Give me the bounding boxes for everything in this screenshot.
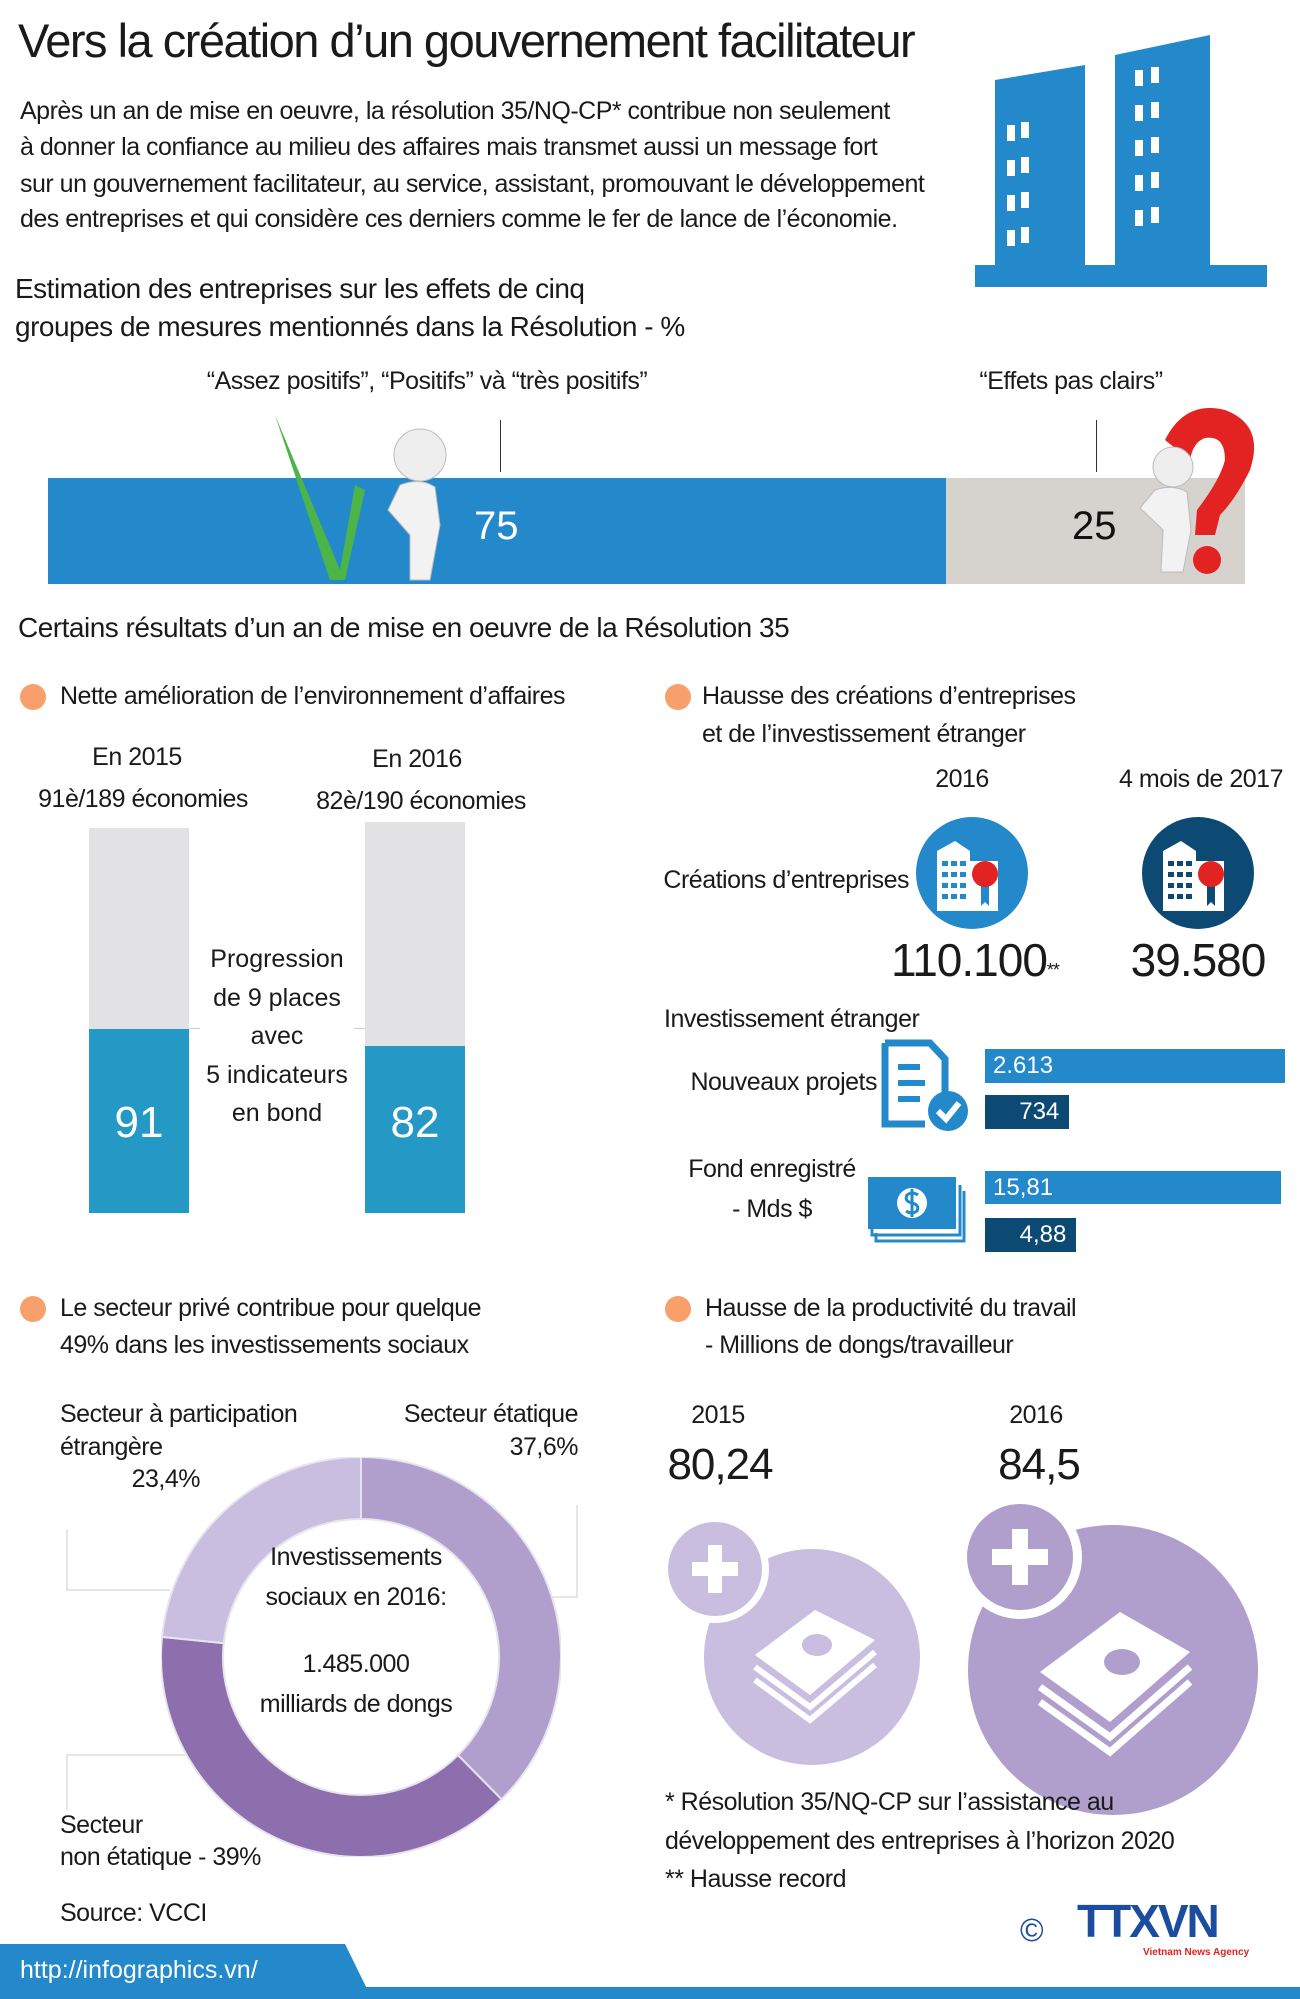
fdi-label: Investissement étranger <box>664 1005 920 1033</box>
creations-2016-value <box>891 934 1059 996</box>
environment-heading: Nette amélioration de l’environnement d’affaires <box>60 682 566 710</box>
ttxvn-logo <box>1077 1895 1277 1968</box>
page-title: Vers la création d’un gouvernement facilitateur <box>18 14 915 67</box>
footer-url-link[interactable]: http://infographics.vn/ <box>20 1956 258 1984</box>
donut-center-line: sociaux en 2016: <box>265 1583 447 1611</box>
creations-label: Créations d’entreprises <box>663 866 909 894</box>
productivity-heading-line: - Millions de dongs/travailleur <box>705 1331 1014 1359</box>
rank-bar-2015 <box>89 828 189 1213</box>
question-figure-icon <box>1125 400 1265 580</box>
unclear-label: “Effets pas clairs” <box>979 367 1163 395</box>
estimation-heading-line: groupes de mesures mentionnés dans la Résolution - % <box>15 311 685 342</box>
unclear-tick <box>1096 420 1097 472</box>
nonstate-label-line: non étatique - 39% <box>60 1843 261 1871</box>
productivity-heading-line: Hausse de la productivité du travail <box>705 1294 1077 1322</box>
productivity-2016-year: 2016 <box>1009 1401 1063 1429</box>
progress-line: de 9 places <box>213 983 341 1012</box>
rank-2015: 91è/189 économies <box>38 785 248 813</box>
creations-2016-number: 110.100 <box>891 934 1047 986</box>
creation-heading-line: Hausse des créations d’entreprises <box>702 682 1076 710</box>
progress-text <box>200 940 354 1133</box>
estimation-bar <box>48 478 1245 584</box>
positive-value: 75 <box>474 504 519 548</box>
productivity-2015-value: 80,24 <box>667 1440 773 1489</box>
checkmark-figure-icon <box>270 415 460 585</box>
footnote-line: * Résolution 35/NQ-CP sur l’assistance au <box>665 1788 1114 1816</box>
progress-line: en bond <box>231 1099 323 1127</box>
projects-label: Nouveaux projets <box>690 1068 877 1096</box>
bullet-dot <box>20 1296 46 1322</box>
private-heading-line: Le secteur privé contribue pour quelque <box>60 1294 482 1322</box>
money-plus-icon-2015 <box>660 1515 930 1775</box>
capital-label-line: Fond enregistré <box>688 1155 856 1183</box>
record-mark: ** <box>1046 960 1059 980</box>
intro-line: sur un gouvernement facilitateur, au service, assistant, promouvant le développement <box>20 170 925 198</box>
year-2016-label: En 2016 <box>372 745 462 773</box>
state-value: 37,6% <box>509 1433 578 1461</box>
bullet-dot <box>20 684 46 710</box>
rank-2016: 82è/190 économies <box>316 787 526 815</box>
intro-line: Après un an de mise en oeuvre, la résolution 35/NQ-CP* contribue non seulement <box>20 97 890 125</box>
bullet-dot <box>665 1296 691 1322</box>
footnote-line: développement des entreprises à l’horizon 2020 <box>665 1827 1175 1855</box>
col-2016-label: 2016 <box>935 765 989 793</box>
projects-2017-value: 734 <box>1019 1098 1060 1125</box>
productivity-2015-year: 2015 <box>691 1401 745 1429</box>
nonstate-label-line: Secteur <box>60 1811 143 1839</box>
capital-2017-bar <box>985 1218 1076 1252</box>
bullet-dot <box>665 684 691 710</box>
capital-2016-bar <box>985 1171 1281 1204</box>
certified-building-icon <box>1141 816 1255 930</box>
donut-center-line: milliards de dongs <box>259 1690 453 1718</box>
capital-2016-value: 15,81 <box>993 1174 1054 1201</box>
creations-2017-value: 39.580 <box>1130 934 1266 986</box>
money-stack-icon <box>868 1177 970 1245</box>
progress-line: Progression <box>210 945 344 973</box>
source-text: Source: VCCI <box>60 1899 207 1927</box>
col-2017-label: 4 mois de 2017 <box>1119 765 1283 793</box>
document-check-icon <box>880 1039 972 1134</box>
state-label: Secteur étatique <box>403 1400 578 1428</box>
capital-2017-value: 4,88 <box>1019 1221 1067 1248</box>
unclear-value: 25 <box>1072 504 1117 548</box>
logo-subtitle: Vietnam News Agency <box>1143 1947 1250 1958</box>
foreign-value: 23,4% <box>131 1465 200 1493</box>
projects-2017-bar <box>985 1095 1069 1129</box>
results-heading: Certains résultats d’un an de mise en oeuvre de la Résolution 35 <box>18 612 790 643</box>
money-plus-icon-2016 <box>960 1497 1270 1817</box>
foreign-label-line: étrangère <box>60 1433 163 1461</box>
creation-heading-line: et de l’investissement étranger <box>702 720 1026 748</box>
rank-bar-2016 <box>365 822 465 1213</box>
progress-line: 5 indicateurs <box>206 1060 348 1089</box>
projects-2016-bar <box>985 1049 1285 1083</box>
positive-tick <box>500 420 501 472</box>
logo-text: TTXVN <box>1077 1895 1218 1947</box>
donut-center-line: 1.485.000 <box>302 1650 410 1678</box>
foreign-label-line: Secteur à participation <box>60 1400 298 1428</box>
year-2015-label: En 2015 <box>92 743 182 771</box>
projects-2016-value: 2.613 <box>993 1052 1054 1079</box>
productivity-2016-value: 84,5 <box>998 1440 1080 1489</box>
intro-line: à donner la confiance au milieu des affaires mais transmet aussi un message fort <box>20 133 878 161</box>
private-heading-line: 49% dans les investissements sociaux <box>60 1331 469 1359</box>
copyright-symbol: © <box>1020 1912 1044 1948</box>
certified-building-icon <box>915 816 1029 930</box>
footnote-line: ** Hausse record <box>665 1865 846 1893</box>
rank-2015-value: 91 <box>114 1098 164 1147</box>
donut-center-text <box>260 1537 453 1724</box>
estimation-heading-line: Estimation des entreprises sur les effets de cinq <box>15 273 585 304</box>
donut-center-line: Investissements <box>270 1543 442 1571</box>
rank-2016-value: 82 <box>390 1098 440 1147</box>
capital-label-line: - Mds $ <box>732 1195 812 1223</box>
buildings-icon <box>975 25 1270 290</box>
intro-line: des entreprises et qui considère ces derniers comme le fer de lance de l’économie. <box>20 205 898 233</box>
progress-line: avec <box>250 1022 304 1050</box>
positive-label: “Assez positifs”, “Positifs” và “très positifs” <box>206 367 648 395</box>
